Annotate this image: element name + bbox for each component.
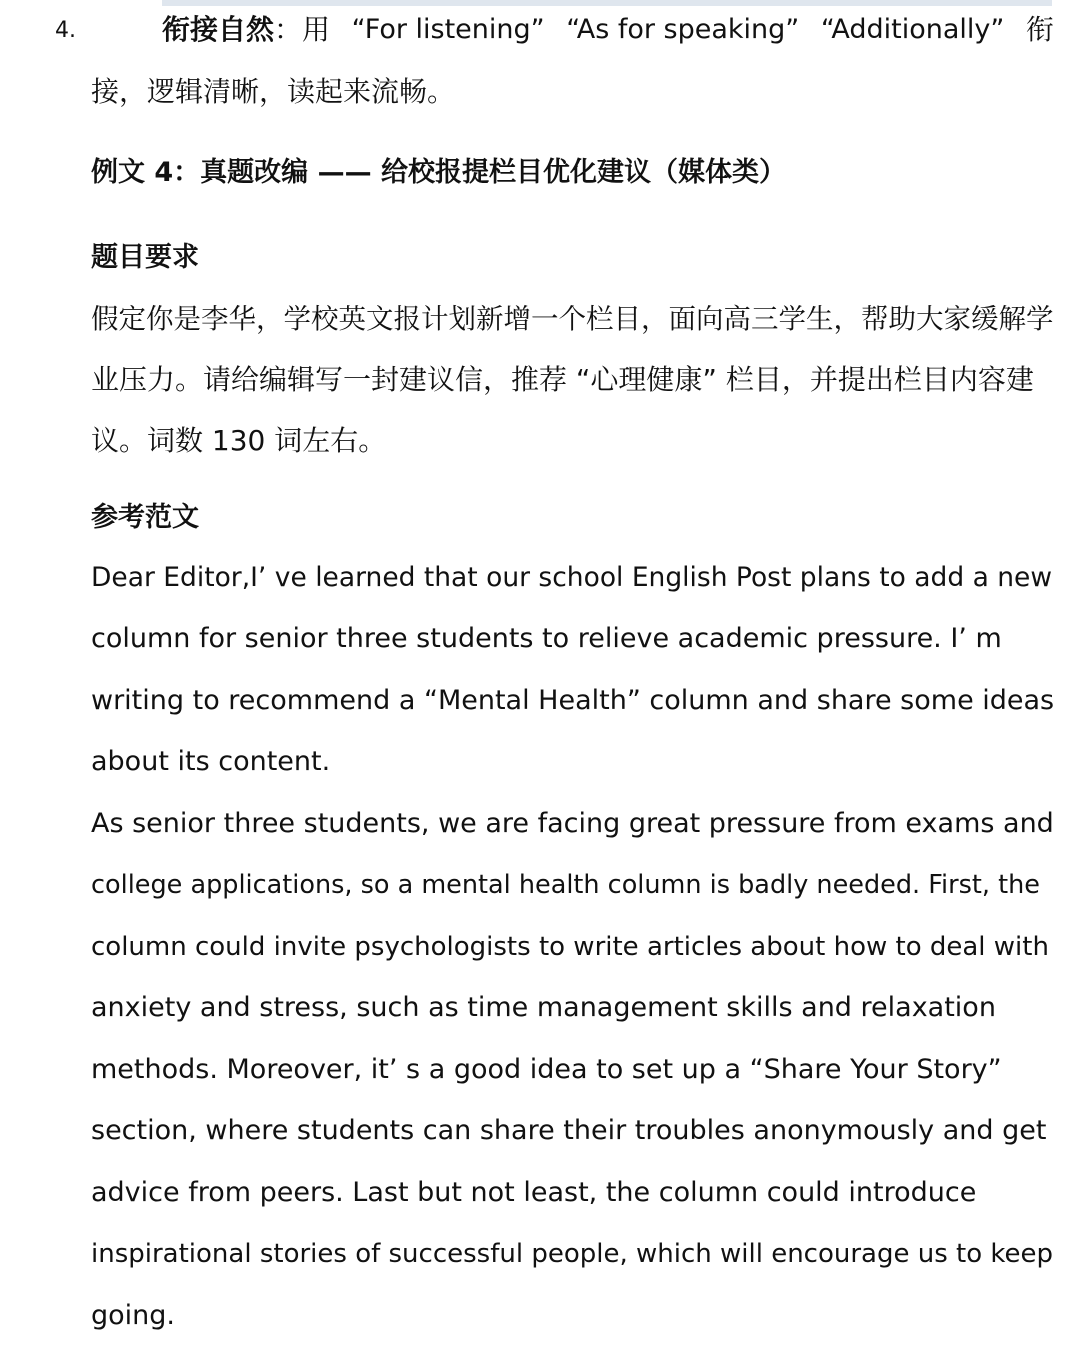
sample-line: writing to recommend a “Mental Health” column and share some ideas bbox=[91, 685, 1055, 716]
requirement-line: 议。词数 130 词左右。 bbox=[91, 424, 387, 457]
sample-line: inspirational stories of successful people, which will encourage us to keep bbox=[91, 1239, 1054, 1269]
sample-line: As senior three students, we are facing great pressure from exams and bbox=[91, 808, 1054, 839]
point4-quote-3: “Additionally” bbox=[820, 14, 1005, 45]
sample-line: section, where students can share their troubles anonymously and get bbox=[91, 1115, 1047, 1146]
sample-line: anxiety and stress, such as time management skills and relaxation bbox=[91, 992, 996, 1023]
sample-heading: 参考范文 bbox=[91, 502, 199, 533]
point4-first-line bbox=[162, 12, 1054, 48]
requirement-line: 假定你是李华，学校英文报计划新增一个栏目，面向高三学生，帮助大家缓解学 bbox=[91, 303, 1054, 335]
point4-colon-text: ：用 bbox=[274, 13, 331, 46]
point4-quote-2: “As for speaking” bbox=[566, 14, 800, 45]
requirement-line: 业压力。请给编辑写一封建议信，推荐 “心理健康” 栏目，并提出栏目内容建 bbox=[91, 363, 1034, 396]
sample-line: column could invite psychologists to write articles about how to deal with bbox=[91, 932, 1049, 962]
point4-bold-label: 衔接自然 bbox=[162, 13, 275, 46]
sample-line: column for senior three students to relieve academic pressure. I’ m bbox=[91, 623, 1002, 654]
point4-second-line: 接，逻辑清晰，读起来流畅。 bbox=[91, 75, 456, 108]
sample-line: college applications, so a mental health column is badly needed. First, the bbox=[91, 870, 1040, 900]
example-title: 例文 4：真题改编 —— 给校报提栏目优化建议（媒体类） bbox=[91, 157, 786, 188]
sample-line: about its content. bbox=[91, 746, 331, 777]
sample-line: Dear Editor,I’ ve learned that our school English Post plans to add a new bbox=[91, 562, 1053, 593]
sample-line: going. bbox=[91, 1300, 175, 1331]
point4-trailing-char: 衔 bbox=[1025, 13, 1054, 46]
list-number: 4. bbox=[55, 18, 76, 43]
point4-quote-1: “For listening” bbox=[351, 14, 545, 45]
point4-label-group bbox=[162, 12, 330, 48]
sample-line: methods. Moreover, it’ s a good idea to set up a “Share Your Story” bbox=[91, 1054, 1002, 1085]
sample-line: advice from peers. Last but not least, the column could introduce bbox=[91, 1177, 977, 1208]
requirement-heading: 题目要求 bbox=[91, 242, 199, 273]
